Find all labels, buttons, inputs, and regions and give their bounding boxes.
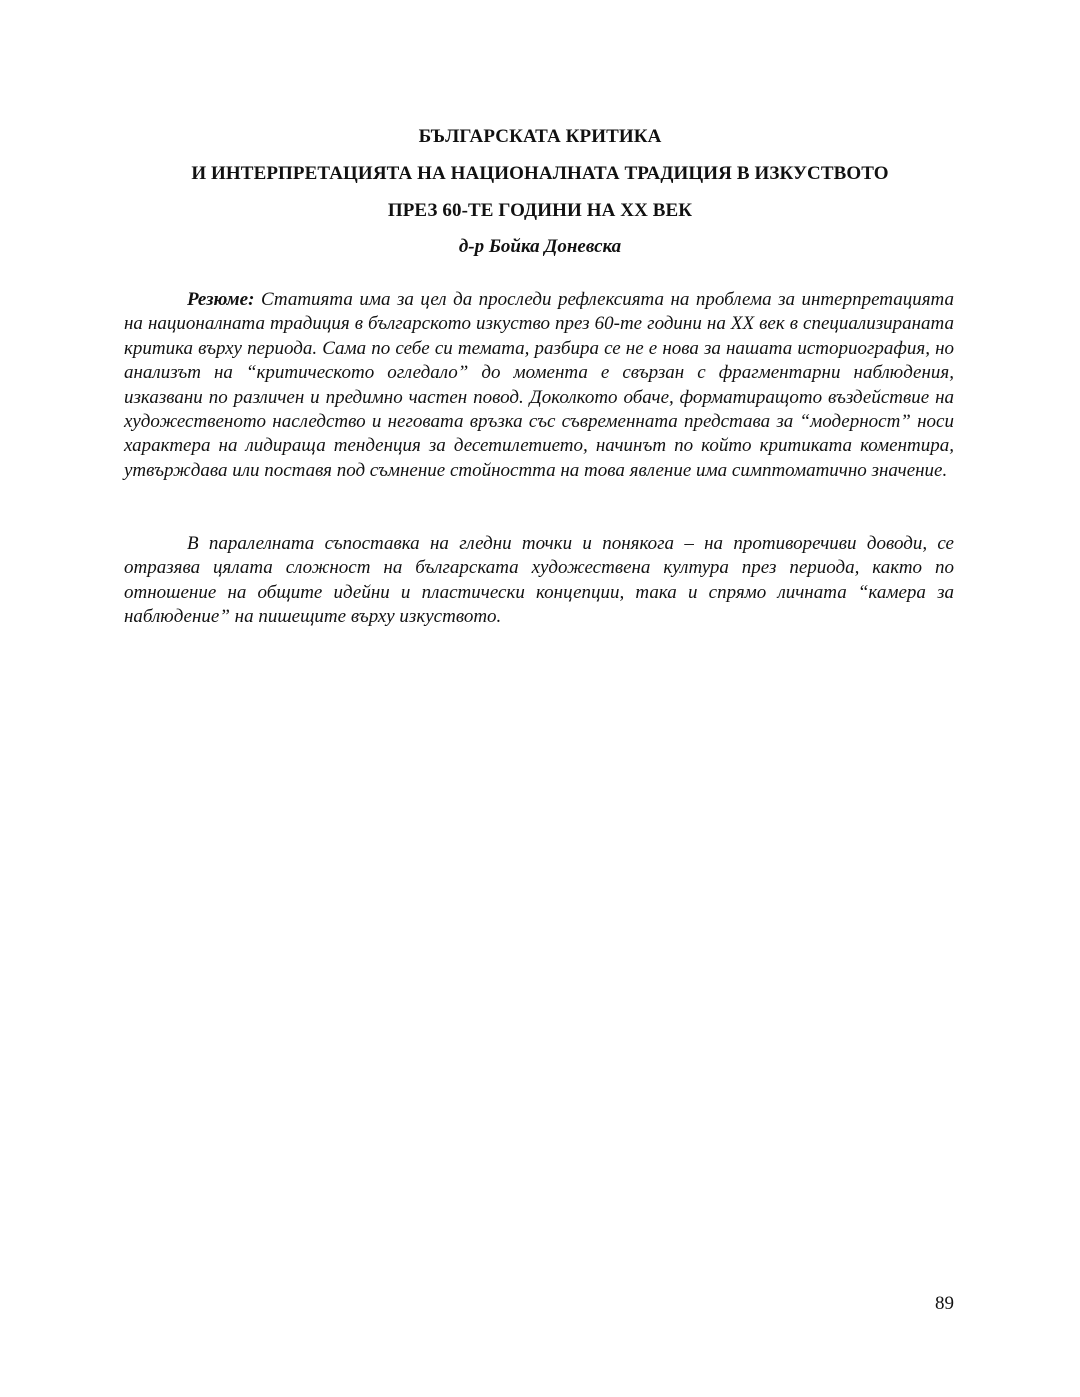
page-number: 89: [935, 1293, 954, 1314]
title-line-2: И ИНТЕРПРЕТАЦИЯТА НА НАЦИОНАЛНАТА ТРАДИЦИЯ В ИЗКУСТВОТО: [191, 163, 889, 184]
abstract-text-2: В паралелната съпоставка на гледни точки и понякога – на противоречиви доводи, се отразява цялата сложност на българската художествена култура през периода, както по отношение на общите идейни и пластически концепции, така и спрямо личната “камера за наблюдение” на пишещите върху изкуството.: [124, 533, 954, 628]
abstract-text-1: Статията има за цел да проследи рефлексията на проблема за интерпретацията на националната традиция в българското изкуство през 60-те години на ХХ век в специализираната критика върху периода. Сама по себе си темата, разбира се не е нова за нашата историография, но анализът на “критическото огледало” до момента е свързан с фрагментарни наблюдения, изказвани по различен и предимно частен повод. Доколкото обаче, форматиращото въздействие на художественото наследство и неговата връзка със съвременната представа за “модерност” носи характера на лидираща тенденция за десетилетието, начинът по който критиката коментира, утвърждава или поставя под съмнение стойността на това явление има симптоматично значение.: [124, 289, 954, 481]
abstract-paragraph-2: [124, 532, 954, 630]
title-line-1: БЪЛГАРСКАТА КРИТИКА: [418, 126, 662, 147]
title-line-3: ПРЕЗ 60-ТЕ ГОДИНИ НА ХХ ВЕК: [387, 200, 693, 221]
abstract-paragraph-1: [124, 288, 954, 483]
abstract-label: Резюме:: [187, 289, 255, 310]
author-name: д-р Бойка Доневска: [458, 236, 622, 257]
